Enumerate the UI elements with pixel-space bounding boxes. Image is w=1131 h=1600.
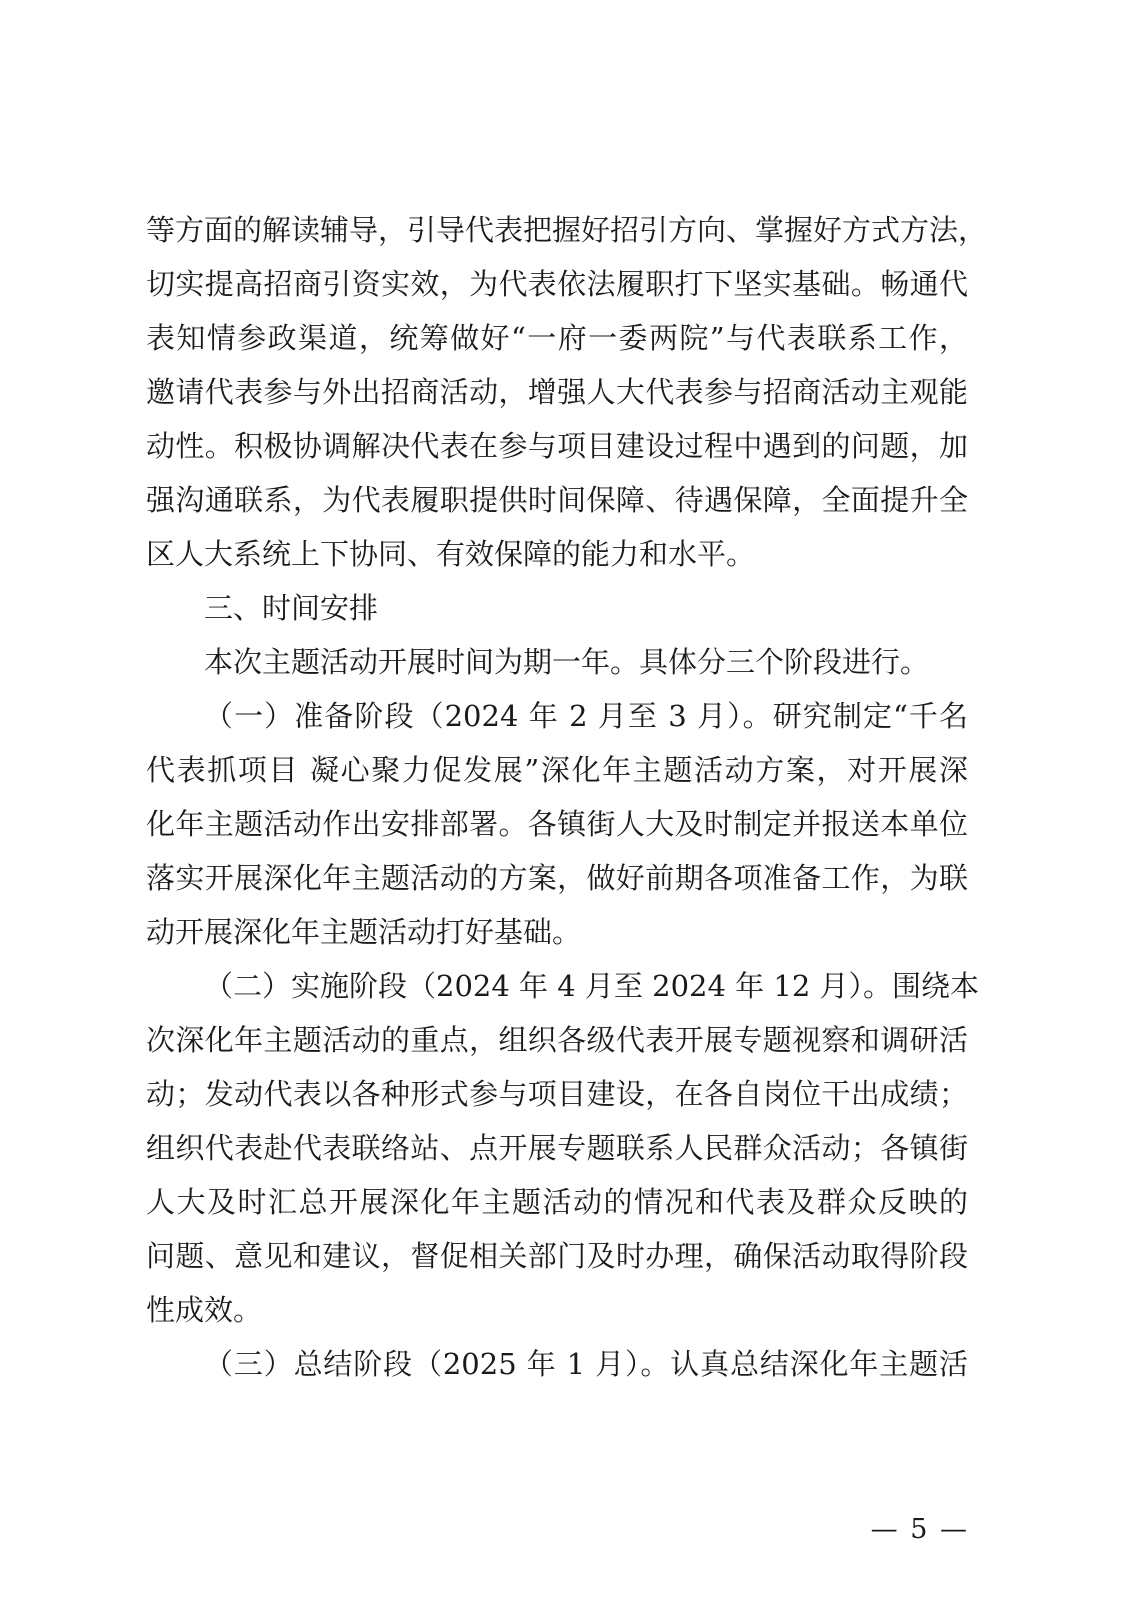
body-text-line: 落实开展深化年主题活动的方案，做好前期各项准备工作，为联 <box>146 861 968 895</box>
body-text-line: 问题、意见和建议，督促相关部门及时办理，确保活动取得阶段 <box>146 1239 968 1273</box>
document-page <box>146 0 988 1600</box>
body-text-line: 次深化年主题活动的重点，组织各级代表开展专题视察和调研活 <box>146 1023 968 1057</box>
body-text-line: 动；发动代表以各种形式参与项目建设，在各自岗位干出成绩； <box>146 1077 968 1111</box>
body-text-line: 化年主题活动作出安排部署。各镇街人大及时制定并报送本单位 <box>146 807 968 841</box>
subsection-start-line: （一）准备阶段（2024 年 2 月至 3 月）。研究制定“千名 <box>204 699 968 733</box>
body-text-line: 区人大系统上下协同、有效保障的能力和水平。 <box>146 537 756 571</box>
body-text-line: 表知情参政渠道，统筹做好“一府一委两院”与代表联系工作， <box>146 321 968 355</box>
body-text-line: 组织代表赴代表联络站、点开展专题联系人民群众活动；各镇街 <box>146 1131 968 1165</box>
body-text-line: 代表抓项目 凝心聚力促发展”深化年主题活动方案，对开展深 <box>146 753 968 787</box>
subsection-start-line: （三）总结阶段（2025 年 1 月）。认真总结深化年主题活 <box>204 1347 968 1381</box>
subsection-start-line: （二）实施阶段（2024 年 4 月至 2024 年 12 月）。围绕本 <box>204 969 979 1003</box>
section-heading: 三、时间安排 <box>204 591 379 625</box>
body-text-line: 动开展深化年主题活动打好基础。 <box>146 915 582 949</box>
body-text-line: 等方面的解读辅导，引导代表把握好招引方向、掌握好方式方法， <box>146 213 988 247</box>
body-text-line: 人大及时汇总开展深化年主题活动的情况和代表及群众反映的 <box>146 1185 968 1219</box>
body-text-line: 切实提高招商引资实效，为代表依法履职打下坚实基础。畅通代 <box>146 267 968 301</box>
body-text-line: 强沟通联系，为代表履职提供时间保障、待遇保障，全面提升全 <box>146 483 968 517</box>
page-number: — 5 — <box>870 1514 969 1545</box>
body-text-line: 动性。积极协调解决代表在参与项目建设过程中遇到的问题，加 <box>146 429 968 463</box>
body-text-line: 本次主题活动开展时间为期一年。具体分三个阶段进行。 <box>204 645 930 679</box>
body-text-line: 性成效。 <box>146 1293 263 1327</box>
body-text-line: 邀请代表参与外出招商活动，增强人大代表参与招商活动主观能 <box>146 375 968 409</box>
